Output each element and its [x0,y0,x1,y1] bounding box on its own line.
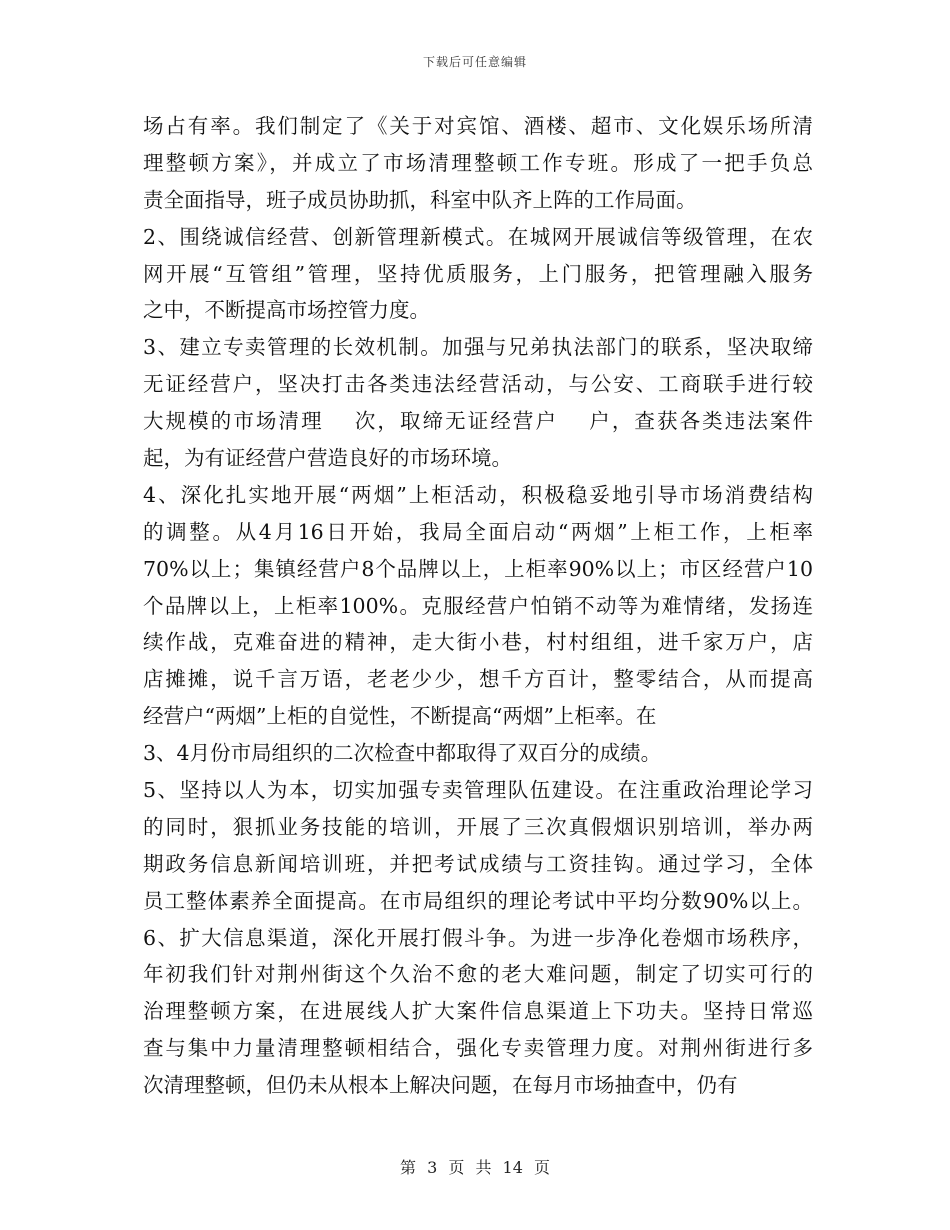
text-line: 续作战，克难奋进的精神，走大街小巷，村村组组，进千家万户，店 [143,630,813,655]
text-line: 年初我们针对荆州街这个久治不愈的老大难问题，制定了切实可行的 [143,962,813,987]
text-line: 理整顿方案》，并成立了市场清理整顿工作专班。形成了一把手负总 [143,150,813,175]
text-line: 网开展“互管组”管理，坚持优质服务，上门服务，把管理融入服务 [143,261,813,286]
text-line: 责全面指导，班子成员协助抓，科室中队齐上阵的工作局面。 [143,187,697,212]
text-line: 个品牌以上，上柜率100%。克服经营户怕销不动等为难情绪，发扬连 [143,593,813,618]
text-line: 5、坚持以人为本，切实加强专卖管理队伍建设。在注重政治理论学习 [143,778,813,803]
text-line: 2、围绕诚信经营、创新管理新模式。在城网开展诚信等级管理，在农 [143,224,813,249]
text-line: 无证经营户，坚决打击各类违法经营活动，与公安、工商联手进行较 [143,372,813,397]
document-body [143,108,813,1104]
text-line: 3、建立专卖管理的长效机制。加强与兄弟执法部门的联系，坚决取缔 [143,335,813,360]
text-line: 治理整顿方案，在进展线人扩大案件信息渠道上下功夫。坚持日常巡 [143,999,813,1024]
page-number: 第 3 页 共 14 页 [400,1158,550,1177]
text-line: 次清理整顿，但仍未从根本上解决问题，在每月市场抽查中，仍有 [143,1073,738,1098]
text-line: 的调整。从4月16日开始，我局全面启动“两烟”上柜工作，上柜率 [143,519,813,544]
text-line: 3、4月份市局组织的二次检查中都取得了双百分的成绩。 [143,741,662,766]
text-line: 之中，不断提高市场控管力度。 [143,298,430,323]
text-line: 经营户“两烟”上柜的自觉性，不断提高“两烟”上柜率。在 [143,704,657,729]
text-line: 70%以上；集镇经营户8个品牌以上，上柜率90%以上；市区经营户10 [143,556,813,581]
text-line: 4、深化扎实地开展“两烟”上柜活动，积极稳妥地引导市场消费结构 [143,482,813,507]
text-line: 的同时，狠抓业务技能的培训，开展了三次真假烟识别培训，举办两 [143,814,813,839]
text-line: 场占有率。我们制定了《关于对宾馆、酒楼、超市、文化娱乐场所清 [143,114,813,138]
text-line: 6、扩大信息渠道，深化开展打假斗争。为进一步净化卷烟市场秩序， [143,925,813,950]
text-line: 期政务信息新闻培训班，并把考试成绩与工资挂钩。通过学习，全体 [143,851,813,876]
text-line: 员工整体素养全面提高。在市局组织的理论考试中平均分数90%以上。 [143,888,813,913]
text-line: 店摊摊，说千言万语，老老少少，想千方百计，整零结合，从而提高 [143,667,813,692]
text-line: 查与集中力量清理整顿相结合，强化专卖管理力度。对荆州街进行多 [143,1036,813,1061]
text-line: 起，为有证经营户营造良好的市场环境。 [143,446,512,471]
page-header: 下载后可任意编辑 [422,55,527,69]
text-line: 大规模的市场清理 次，取缔无证经营户 户，查获各类违法案件 [143,409,813,434]
